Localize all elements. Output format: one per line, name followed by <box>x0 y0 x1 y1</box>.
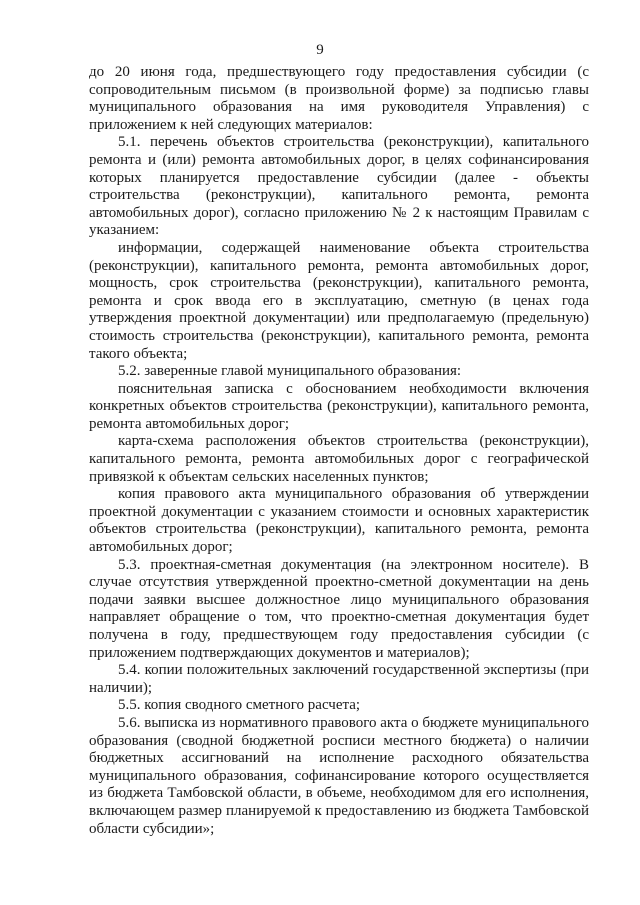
paragraph-5-1: 5.1. перечень объектов строительства (реконструкции), капитального ремонта и (или) ремонта автомобильных дорог, в целях софинансирования которых планируется предоставление субсидии (далее - объекты строительства (реконструкции), капитального ремонта, ремонта автомобильных дорог), согласно приложению № 2 к настоящим Правилам с указанием: <box>89 134 589 239</box>
paragraph-5-2: 5.2. заверенные главой муниципального образования: <box>118 363 462 380</box>
paragraph-5-4: 5.4. копии положительных заключений государственной экспертизы (при наличии); <box>89 662 589 696</box>
paragraph-intro: до 20 июня года, предшествующего году предоставления субсидии (с сопроводительным письмом (в произвольной форме) за подписью главы муниципального образования на имя руководителя Управления) с приложением к ней следующих материалов: <box>89 64 589 133</box>
page-number: 9 <box>316 42 324 58</box>
paragraph-5-6: 5.6. выписка из нормативного правового акта о бюджете муниципального образования (сводной бюджетной росписи местного бюджета) о наличии бюджетных ассигнований на исполнение расходного обязательства муниципального образования, софинансирование которого осуществляется из бюджета Тамбовской области, в объеме, необходимом для его исполнения, включающем размер планируемой к предоставлению из бюджета Тамбовской области субсидии»; <box>89 714 589 837</box>
paragraph-5-2-map: карта-схема расположения объектов строительства (реконструкции), капитального ремонта, ремонта автомобильных дорог с географической привязкой к объектам сельских населенных пунктов; <box>89 433 589 485</box>
paragraph-5-1-info: информации, содержащей наименование объекта строительства (реконструкции), капитального ремонта, ремонта автомобильных дорог, мощность, срок строительства (реконструкции), капитального ремонта, ремонта и срок ввода его в эксплуатацию, сметную (в ценах года утверждения проектной документации) или предполагаемую (предельную) стоимость строительства (реконструкции), капитального ремонта, ремонта такого объекта; <box>89 239 589 362</box>
paragraph-5-2-note: пояснительная записка с обоснованием необходимости включения конкретных объектов строительства (реконструкции), капитального ремонта, ремонта автомобильных дорог; <box>89 380 589 432</box>
paragraph-5-5: 5.5. копия сводного сметного расчета; <box>118 697 361 714</box>
document-body <box>89 64 589 838</box>
paragraph-5-3: 5.3. проектная-сметная документация (на электронном носителе). В случае отсутствия утвержденной проектно-сметной документации на день подачи заявки высшее должностное лицо муниципального образования направляет обращение о том, что проектно-сметная документация будет получена в году, предшествующем году предоставления субсидии (с приложением подтверждающих документов и материалов); <box>89 556 589 661</box>
paragraph-5-2-act: копия правового акта муниципального образования об утверждении проектной документации с указанием стоимости и основных характеристик объектов строительства (реконструкции), капитального ремонта, ремонта автомобильных дорог; <box>89 486 589 556</box>
